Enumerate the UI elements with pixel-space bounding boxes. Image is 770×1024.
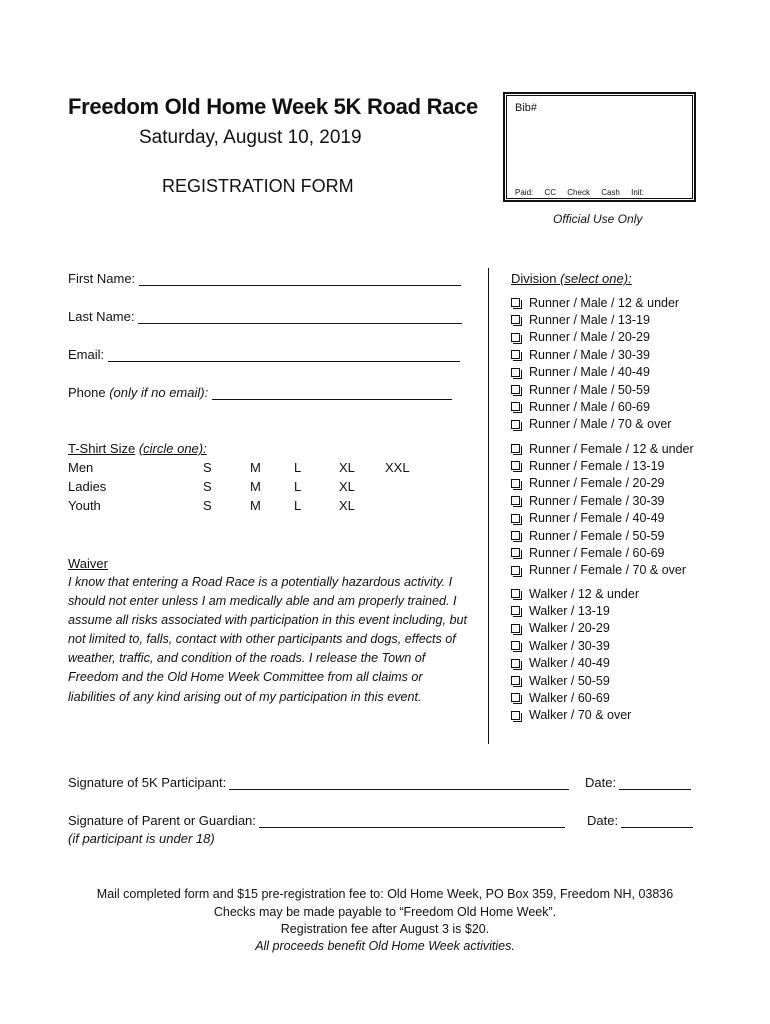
guardian-signature-line[interactable] (259, 813, 565, 828)
tshirt-row-youth (68, 498, 428, 516)
size-option[interactable]: XXL (385, 460, 410, 475)
checkbox-icon[interactable] (511, 350, 520, 359)
footer-late-fee: Registration fee after August 3 is $20. (280, 922, 490, 936)
checkbox-icon[interactable] (511, 496, 520, 505)
division-option-label: Walker / 12 & under (529, 586, 640, 601)
tshirt-row-ladies (68, 479, 428, 497)
division-option[interactable] (511, 527, 665, 544)
division-option[interactable] (511, 510, 665, 527)
waiver-text: I know that entering a Road Race is a potentially hazardous activity. I should not enter unless I am medically able and am properly trained. I assume all risks associated with participation in this event including, but not limited to, falls, contact with other participants and dogs, effects of weather, traffic, and condition of the roads. I release the Town of Freedom and the Old Home Week Committee from all claims or liabilities of any kind arising out of my participation in this event. (68, 575, 468, 704)
division-option-label: Runner / Male / 13-19 (529, 312, 650, 327)
division-heading-note: (select one): (560, 271, 632, 286)
payment-option-check: Check (567, 188, 590, 197)
footer-check-payable: Checks may be made payable to “Freedom Old Home Week”. (213, 905, 557, 919)
footer-mail-instructions: Mail completed form and $15 pre-registration fee to: Old Home Week, PO Box 359, Freedom NH, 03836 (96, 887, 674, 901)
bib-label: Bib# (515, 102, 538, 114)
participant-signature-field[interactable] (68, 775, 569, 790)
division-option[interactable] (511, 707, 631, 724)
last-name-line[interactable] (138, 309, 462, 324)
division-option-label: Runner / Male / 30-39 (529, 347, 650, 362)
size-option[interactable]: M (250, 479, 261, 494)
guardian-signature-label: Signature of Parent or Guardian: (68, 813, 256, 828)
division-option-label: Runner / Female / 12 & under (529, 441, 694, 456)
tshirt-heading-note: (circle one): (138, 441, 207, 456)
tshirt-row-men (68, 460, 428, 478)
race-date: Saturday, August 10, 2019 (139, 127, 362, 148)
division-option[interactable] (511, 637, 610, 654)
checkbox-icon[interactable] (511, 659, 520, 668)
division-option[interactable] (511, 440, 694, 457)
form-title: REGISTRATION FORM (162, 176, 354, 196)
payment-option-cc: CC (544, 188, 557, 197)
division-option[interactable] (511, 364, 650, 381)
checkbox-icon[interactable] (511, 420, 520, 429)
checkbox-icon[interactable] (511, 711, 520, 720)
division-option[interactable] (511, 602, 610, 619)
checkbox-icon[interactable] (511, 606, 520, 615)
email-label: Email: (68, 347, 105, 362)
size-option[interactable]: M (250, 460, 261, 475)
participant-date-field[interactable] (585, 775, 691, 790)
division-option-label: Runner / Female / 50-59 (529, 528, 665, 543)
checkbox-icon[interactable] (511, 315, 520, 324)
guardian-signature-field[interactable] (68, 813, 565, 828)
division-option[interactable] (511, 294, 679, 311)
size-option[interactable]: M (250, 498, 261, 513)
size-option[interactable]: L (294, 498, 302, 513)
tshirt-row-label: Youth (68, 498, 101, 513)
checkbox-icon[interactable] (511, 641, 520, 650)
checkbox-icon[interactable] (511, 444, 520, 453)
payment-row (515, 188, 653, 197)
division-option-label: Runner / Female / 30-39 (529, 493, 665, 508)
checkbox-icon[interactable] (511, 624, 520, 633)
division-option[interactable] (511, 585, 639, 602)
tshirt-heading (68, 441, 207, 456)
division-option-label: Walker / 13-19 (529, 603, 610, 618)
division-option-label: Runner / Male / 12 & under (529, 295, 680, 310)
division-option[interactable] (511, 381, 650, 398)
division-heading-label: Division (511, 271, 557, 286)
checkbox-icon[interactable] (511, 531, 520, 540)
division-option-label: Runner / Female / 13-19 (529, 458, 665, 473)
checkbox-icon[interactable] (511, 514, 520, 523)
first-name-label: First Name: (68, 271, 136, 286)
size-option[interactable]: XL (339, 479, 355, 494)
email-line[interactable] (108, 347, 460, 362)
size-option[interactable]: L (294, 460, 302, 475)
checkbox-icon[interactable] (511, 461, 520, 470)
size-option[interactable]: S (203, 498, 212, 513)
division-option-label: Runner / Female / 20-29 (529, 476, 665, 491)
division-option[interactable] (511, 475, 665, 492)
division-option[interactable] (511, 457, 665, 474)
division-option[interactable] (511, 655, 610, 672)
checkbox-icon[interactable] (511, 385, 520, 394)
checkbox-icon[interactable] (511, 333, 520, 342)
first-name-field[interactable] (68, 271, 461, 286)
init-label: Init: (631, 188, 645, 197)
tshirt-row-label: Ladies (68, 479, 107, 494)
guardian-date-line[interactable] (621, 813, 693, 828)
first-name-line[interactable] (139, 271, 461, 286)
guardian-date-label: Date: (587, 813, 619, 828)
division-option[interactable] (511, 416, 671, 433)
official-use-note: Official Use Only (553, 212, 643, 226)
size-option[interactable]: L (294, 479, 302, 494)
tshirt-row-label: Men (68, 460, 94, 475)
phone-note: (only if no email): (109, 385, 209, 400)
checkbox-icon[interactable] (511, 479, 520, 488)
size-option[interactable]: XL (339, 498, 355, 513)
division-option-label: Runner / Female / 70 & over (529, 563, 687, 578)
checkbox-icon[interactable] (511, 676, 520, 685)
division-option[interactable] (511, 620, 610, 637)
participant-signature-label: Signature of 5K Participant: (68, 775, 227, 790)
checkbox-icon[interactable] (511, 368, 520, 377)
division-heading (511, 271, 632, 286)
guardian-note: (if participant is under 18) (68, 831, 215, 846)
last-name-label: Last Name: (68, 309, 135, 324)
checkbox-icon[interactable] (511, 589, 520, 598)
division-option-label: Runner / Female / 40-49 (529, 511, 665, 526)
official-use-box (503, 92, 696, 202)
size-option[interactable]: XL (339, 460, 355, 475)
phone-label: Phone (68, 385, 106, 400)
division-option-label: Walker / 70 & over (529, 708, 632, 723)
division-option[interactable] (511, 346, 650, 363)
checkbox-icon[interactable] (511, 298, 520, 307)
email-field[interactable] (68, 347, 460, 362)
division-option[interactable] (511, 689, 610, 706)
division-option-label: Runner / Male / 60-69 (529, 399, 650, 414)
division-option-label: Walker / 40-49 (529, 656, 610, 671)
phone-field[interactable] (68, 385, 452, 400)
participant-date-label: Date: (585, 775, 617, 790)
paid-label: Paid: (515, 188, 534, 197)
division-option-label: Runner / Female / 60-69 (529, 545, 665, 560)
division-option-label: Walker / 30-39 (529, 638, 610, 653)
checkbox-icon[interactable] (511, 402, 520, 411)
footer-proceeds: All proceeds benefit Old Home Week activities. (255, 939, 515, 953)
division-option-label: Runner / Male / 20-29 (529, 330, 650, 345)
phone-line[interactable] (212, 385, 452, 400)
division-option[interactable] (511, 562, 686, 579)
race-title: Freedom Old Home Week 5K Road Race (68, 94, 478, 119)
division-option[interactable] (511, 311, 650, 328)
participant-date-line[interactable] (619, 775, 691, 790)
size-option[interactable]: S (203, 460, 212, 475)
checkbox-icon[interactable] (511, 548, 520, 557)
column-divider (488, 268, 489, 744)
checkbox-icon[interactable] (511, 693, 520, 702)
division-option-label: Runner / Male / 50-59 (529, 382, 650, 397)
payment-option-cash: Cash (601, 188, 620, 197)
division-option-label: Walker / 50-59 (529, 673, 610, 688)
last-name-field[interactable] (68, 309, 462, 324)
division-option[interactable] (511, 398, 650, 415)
tshirt-heading-label: T-Shirt Size (68, 441, 136, 456)
division-option-label: Runner / Male / 40-49 (529, 365, 650, 380)
division-option-label: Walker / 20-29 (529, 621, 610, 636)
checkbox-icon[interactable] (511, 566, 520, 575)
division-option[interactable] (511, 492, 665, 509)
participant-signature-line[interactable] (229, 775, 569, 790)
division-option[interactable] (511, 544, 665, 561)
division-option[interactable] (511, 329, 650, 346)
guardian-date-field[interactable] (587, 813, 693, 828)
division-option[interactable] (511, 672, 610, 689)
size-option[interactable]: S (203, 479, 212, 494)
waiver-heading: Waiver (68, 556, 108, 571)
division-option-label: Runner / Male / 70 & over (529, 417, 672, 432)
division-option-label: Walker / 60-69 (529, 690, 610, 705)
